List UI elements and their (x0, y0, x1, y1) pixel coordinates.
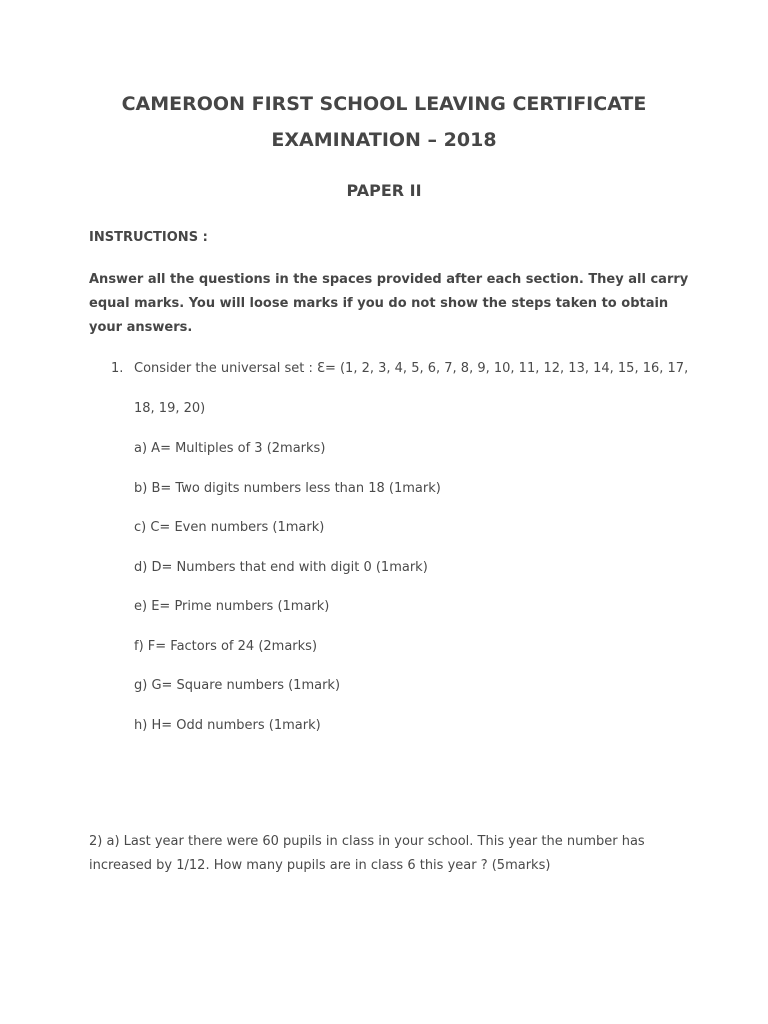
question-1-part: h) H= Odd numbers (1mark) (134, 717, 321, 733)
question-1-part: f) F= Factors of 24 (2marks) (134, 638, 318, 654)
paper-label: PAPER II (346, 181, 422, 200)
question-1-parts (134, 440, 441, 756)
question-1-part: a) A= Multiples of 3 (2marks) (134, 441, 326, 456)
question-1-part: e) E= Prime numbers (1mark) (134, 599, 330, 614)
question-1-part: b) B= Two digits numbers less than 18 (1mark) (134, 480, 441, 496)
question-2-text: 2) a) Last year there were 60 pupils in class in your school. This year the number has increased by 1/12. How many pupils are in class 6 this year ? (5marks) (89, 834, 645, 873)
question-1-number: 1. (111, 361, 124, 376)
question-1-part: d) D= Numbers that end with digit 0 (1mark) (134, 559, 428, 575)
instructions-text: Answer all the questions in the spaces provided after each section. They all carry equal marks. You will loose marks if you do not show the steps taken to obtain your answers. (89, 272, 689, 335)
question-1-part: c) C= Even numbers (1mark) (134, 520, 325, 535)
exam-title: CAMEROON FIRST SCHOOL LEAVING CERTIFICATE EXAMINATION – 2018 (121, 93, 647, 151)
question-1-stem: Consider the universal set : Ɛ= (1, 2, 3, 4, 5, 6, 7, 8, 9, 10, 11, 12, 13, 14, 15, 16, 17, 18, 19, 20) (134, 361, 689, 416)
question-1-part: g) G= Square numbers (1mark) (134, 678, 341, 693)
instructions-heading: INSTRUCTIONS : (89, 230, 208, 245)
